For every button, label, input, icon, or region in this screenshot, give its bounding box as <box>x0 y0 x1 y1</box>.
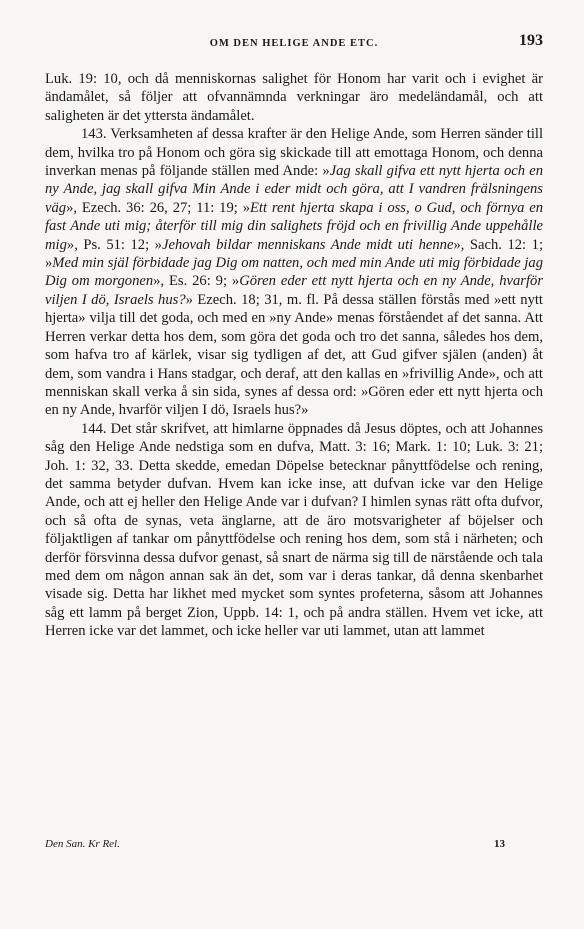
p143-text-e: », Es. 26: 9; » <box>153 273 240 290</box>
p143-text-b: », Ezech. 36: 26, 27; 11: 19; » <box>66 199 251 216</box>
paragraph-1: Luk. 19: 10, och då menniskornas salighet för Honom har varit och i evighet är ändamålet, så följer att ofvannämnda verkningar äro medeländamål, och att saligheten är det yttersta ändamålet. <box>45 71 543 124</box>
p143-quote-2: Ett rent hjerta skapa i oss, o Gud, och förnya en fast Ande uti mig; återför till mig din salighets fröjd och en frivillig Ande uppehålle mig <box>45 199 544 253</box>
p143-text-f: » Ezech. 18; 31, m. fl. På dessa ställen förstås med »ett nytt hjerta» vilja till det goda, och med en »ny Ande» menas förståendet af det sanna. Att Herren verkar detta hos dem, som göra det goda och tro det sanna, således hos dem, som hafva tro af kärlek, visar sig tydligen af det, att Gud gifver själen (anden) åt dem, som vandra i Hans stadgar, och deraf, att den kallas en »frivillig Ande», och att menniskan skall verka å sin sida, synes af dessa ord: »Gören eder ett nytt hjerta och en ny Ande, hvarför viljen I dö, Israels hus?» <box>45 291 543 419</box>
p143-text-d: », Sach. 12: 1; » <box>45 236 543 272</box>
running-head <box>45 30 543 56</box>
p143-quote-3: Jehovah bildar menniskans Ande midt uti henne <box>161 236 454 253</box>
p143-quote-5: Gören eder ett nytt hjerta och en ny Ande, hvarför viljen I dö, Israels hus? <box>45 273 543 308</box>
p143-quote-1: Jag skall gifva ett nytt hjerta och en ny Ande, jag skall gifva Min Ande i eder midt och göra, att I vandren frälsningens väg <box>45 163 543 216</box>
signature-mark: 13 <box>494 838 505 850</box>
p143-text-c: », Ps. 51: 12; » <box>66 236 162 253</box>
page-footer <box>45 838 515 850</box>
book-page <box>45 30 543 641</box>
running-title: OM DEN HELIGE ANDE ETC. <box>209 38 379 49</box>
p143-quote-4: Med min själ förbidade jag Dig om natten, och med min Ande uti mig förbidade jag Dig om morgonen <box>45 255 543 290</box>
page-number: 193 <box>519 32 543 49</box>
paragraph-143 <box>45 125 543 420</box>
p143-text-a: 143. Verksamheten af dessa krafter är den Helige Ande, som Herren sänder till dem, hvilka tro på Honom och göra sig skickade till att emottaga Honom, och denna inverkan menas på följande ställen med Ande: » <box>45 126 543 180</box>
paragraph-144: 144. Det står skrifvet, att himlarne öppnades då Jesus döptes, och att Johannes såg den Helige Ande nedstiga som en dufva, Matt. 3: 16; Mark. 1: 10; Luk. 3: 21; Joh. 1: 32, 33. Detta skedde, emedan Döpelse betecknar pånyttfödelse och rening, det samma betyder dufvan. Hvem kan icke inse, att dufvan icke var den Helige Ande, och att ej heller den Helige Ande var i dufvan? I himlen synas rätt ofta dufvor, och så ofta de synas, veta änglarne, att de äro motsvarigheter af böjelser och följaktligen af tankar om pånyttfödelse och rening hos dem, som stå i närheten; och derför försvinna dessa dufvor genast, så snart de närma sig till de närstående och tala med dem om någon annan sak än det, som var i deras tankar, då denna skenbarhet visade sig. Detta har likhet med mycket som syntes profeterna, såsom att Johannes såg ett lamm på berget Zion, Uppb. 14: 1, och på andra ställen. Hvem vet icke, att Herren icke var det lammet, och icke heller var uti lammet, utan att lammet <box>45 420 543 640</box>
page-body <box>45 70 543 641</box>
footer-book-title: Den San. Kr Rel. <box>45 838 120 850</box>
